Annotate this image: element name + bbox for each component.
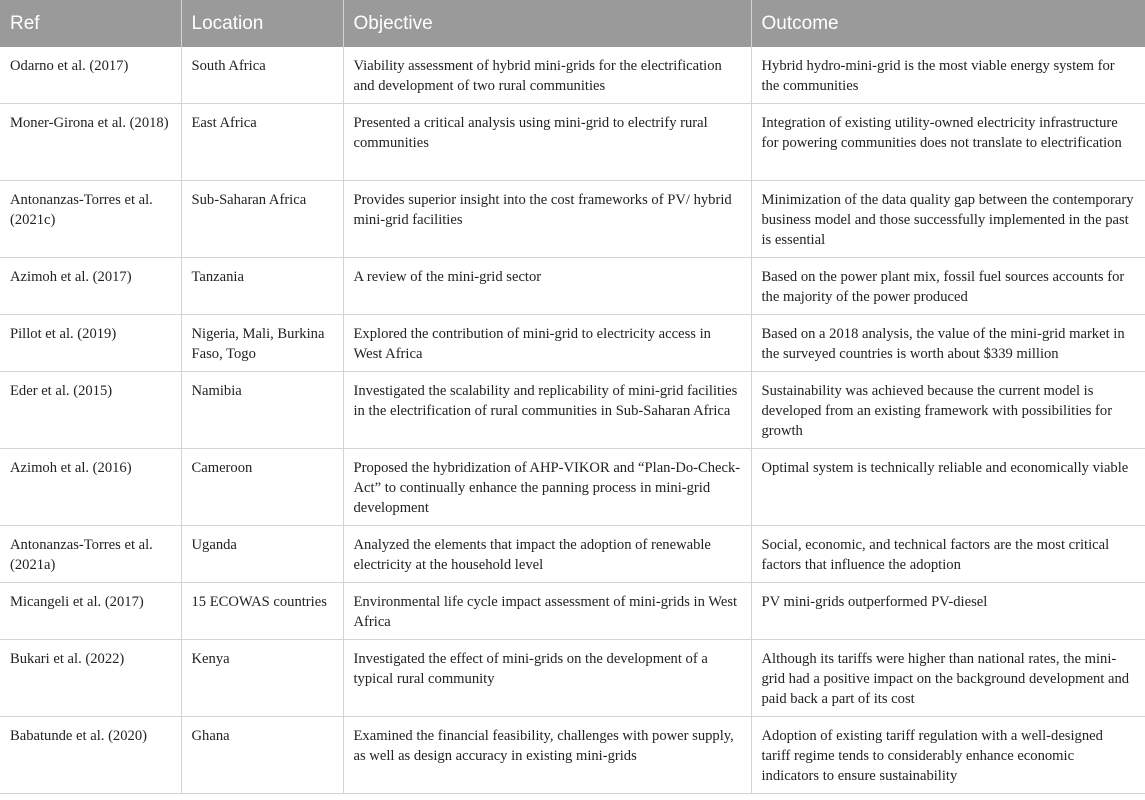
table-row <box>0 717 1145 794</box>
cell-objective: A review of the mini-grid sector <box>343 258 751 315</box>
cell-outcome: Based on the power plant mix, fossil fuel sources accounts for the majority of the power produced <box>751 258 1145 315</box>
cell-ref: Micangeli et al. (2017) <box>0 583 181 640</box>
cell-location: South Africa <box>181 47 343 104</box>
cell-location: Uganda <box>181 526 343 583</box>
cell-location: Nigeria, Mali, Burkina Faso, Togo <box>181 315 343 372</box>
cell-ref: Azimoh et al. (2017) <box>0 258 181 315</box>
cell-outcome: Integration of existing utility-owned electricity infrastructure for powering communities does not translate to electrification <box>751 104 1145 181</box>
column-header-ref: Ref <box>0 0 181 47</box>
cell-outcome: Adoption of existing tariff regulation with a well-designed tariff regime tends to considerably enhance economic indicators to ensure sustainability <box>751 717 1145 794</box>
cell-ref: Bukari et al. (2022) <box>0 640 181 717</box>
cell-objective: Presented a critical analysis using mini-grid to electrify rural communities <box>343 104 751 181</box>
table-row <box>0 258 1145 315</box>
table-header <box>0 0 1145 47</box>
column-header-objective: Objective <box>343 0 751 47</box>
cell-objective: Environmental life cycle impact assessment of mini-grids in West Africa <box>343 583 751 640</box>
cell-location: East Africa <box>181 104 343 181</box>
cell-outcome: Minimization of the data quality gap between the contemporary business model and those successfully implemented in the past is essential <box>751 181 1145 258</box>
table-row <box>0 640 1145 717</box>
table-row <box>0 47 1145 104</box>
cell-ref: Azimoh et al. (2016) <box>0 449 181 526</box>
cell-ref: Antonanzas-Torres et al. (2021a) <box>0 526 181 583</box>
cell-objective: Viability assessment of hybrid mini-grids for the electrification and development of two rural communities <box>343 47 751 104</box>
cell-outcome: Optimal system is technically reliable and economically viable <box>751 449 1145 526</box>
cell-objective: Explored the contribution of mini-grid to electricity access in West Africa <box>343 315 751 372</box>
table-row <box>0 104 1145 181</box>
table-row <box>0 181 1145 258</box>
cell-ref: Antonanzas-Torres et al. (2021c) <box>0 181 181 258</box>
cell-outcome: Social, economic, and technical factors are the most critical factors that influence the adoption <box>751 526 1145 583</box>
cell-outcome: Hybrid hydro-mini-grid is the most viable energy system for the communities <box>751 47 1145 104</box>
cell-objective: Investigated the scalability and replicability of mini-grid facilities in the electrification of rural communities in Sub-Saharan Africa <box>343 372 751 449</box>
cell-outcome: Based on a 2018 analysis, the value of the mini-grid market in the surveyed countries is worth about $339 million <box>751 315 1145 372</box>
table-row <box>0 583 1145 640</box>
cell-ref: Pillot et al. (2019) <box>0 315 181 372</box>
cell-ref: Babatunde et al. (2020) <box>0 717 181 794</box>
cell-objective: Investigated the effect of mini-grids on the development of a typical rural community <box>343 640 751 717</box>
cell-objective: Examined the financial feasibility, challenges with power supply, as well as design accuracy in existing mini-grids <box>343 717 751 794</box>
column-header-outcome: Outcome <box>751 0 1145 47</box>
table-row <box>0 526 1145 583</box>
cell-objective: Provides superior insight into the cost frameworks of PV/ hybrid mini-grid facilities <box>343 181 751 258</box>
cell-location: Tanzania <box>181 258 343 315</box>
table-body <box>0 47 1145 794</box>
cell-ref: Eder et al. (2015) <box>0 372 181 449</box>
cell-outcome: Sustainability was achieved because the current model is developed from an existing framework with possibilities for growth <box>751 372 1145 449</box>
cell-location: Namibia <box>181 372 343 449</box>
cell-ref: Odarno et al. (2017) <box>0 47 181 104</box>
cell-location: Kenya <box>181 640 343 717</box>
table-row <box>0 315 1145 372</box>
cell-objective: Analyzed the elements that impact the adoption of renewable electricity at the household level <box>343 526 751 583</box>
cell-outcome: PV mini-grids outperformed PV-diesel <box>751 583 1145 640</box>
cell-outcome: Although its tariffs were higher than national rates, the mini-grid had a positive impact on the background development and paid back a part of its cost <box>751 640 1145 717</box>
cell-ref: Moner-Girona et al. (2018) <box>0 104 181 181</box>
cell-location: 15 ECOWAS countries <box>181 583 343 640</box>
cell-location: Sub-Saharan Africa <box>181 181 343 258</box>
cell-location: Ghana <box>181 717 343 794</box>
table-row <box>0 449 1145 526</box>
column-header-location: Location <box>181 0 343 47</box>
table-row <box>0 372 1145 449</box>
cell-objective: Proposed the hybridization of AHP-VIKOR and “Plan-Do-Check-Act” to continually enhance the panning process in mini-grid development <box>343 449 751 526</box>
cell-location: Cameroon <box>181 449 343 526</box>
header-row <box>0 0 1145 47</box>
